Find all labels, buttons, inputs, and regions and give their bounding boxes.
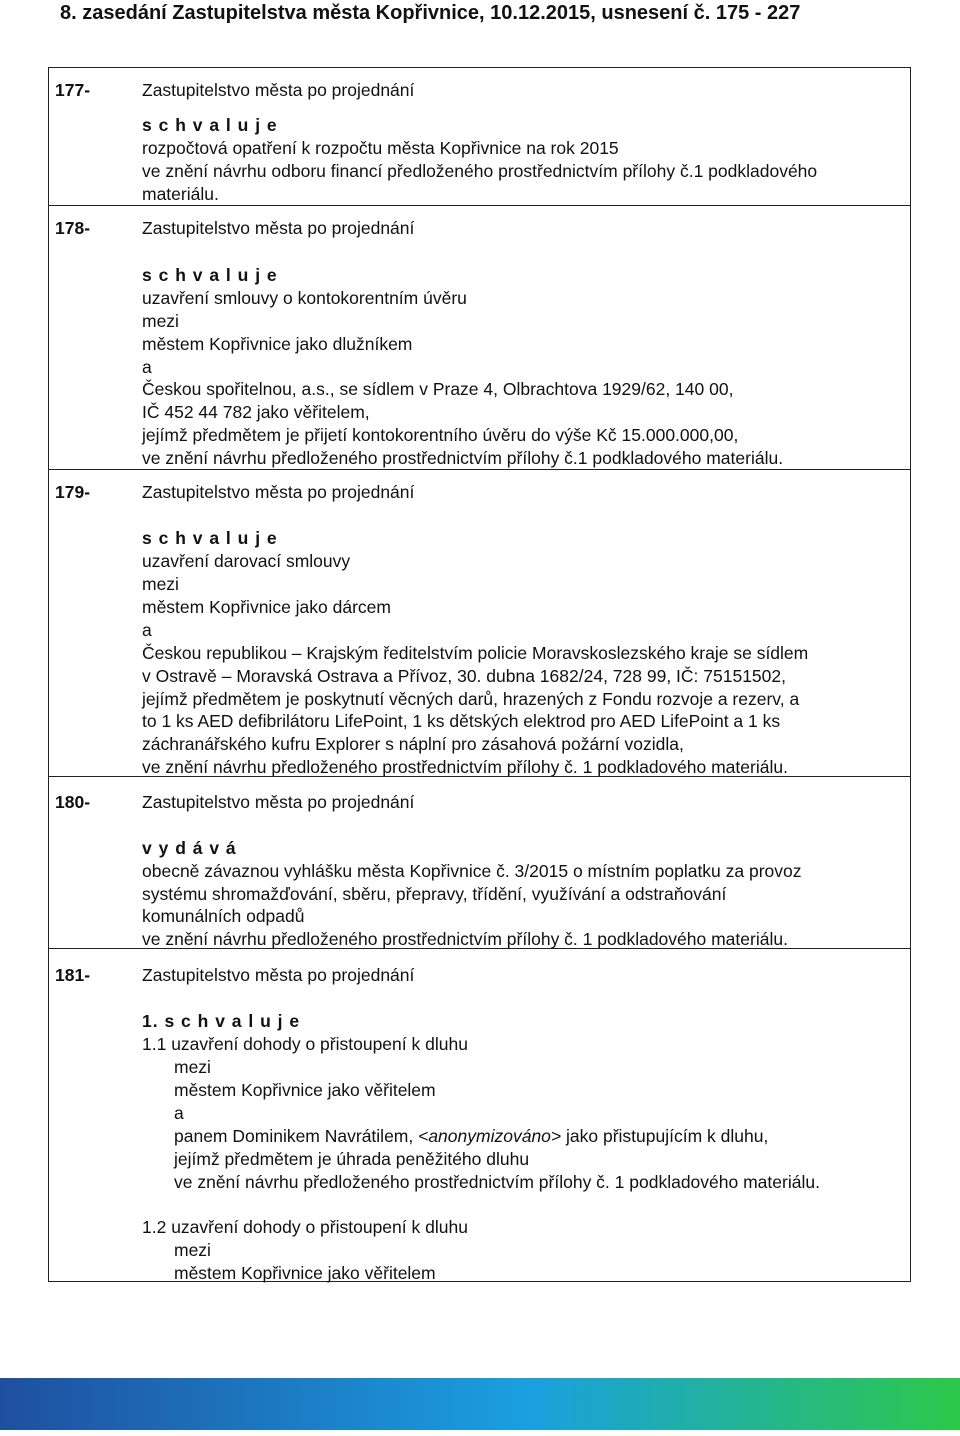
resolution-intro: Zastupitelstvo města po projednání <box>142 965 415 985</box>
resolution-number: 179- <box>55 482 91 502</box>
resolution-number: 181- <box>55 965 91 985</box>
resolution-intro: Zastupitelstvo města po projednání <box>142 80 415 100</box>
resolution-text: rozpočtová opatření k rozpočtu města Kopřivnice na rok 2015 <box>142 138 619 158</box>
anonymized-text: <anonymizováno> <box>418 1126 562 1146</box>
resolution-text: a <box>142 357 152 377</box>
resolution-text: systému shromažďování, sběru, přepravy, třídění, využívání a odstraňování <box>142 884 727 904</box>
row-divider <box>49 469 910 470</box>
resolution-text: uzavření darovací smlouvy <box>142 551 351 571</box>
resolution-text: ve znění návrhu předloženého prostřednictvím přílohy č.1 podkladového materiálu. <box>142 448 784 468</box>
resolution-intro: Zastupitelstvo města po projednání <box>142 792 415 812</box>
row-divider <box>49 205 910 206</box>
resolution-text: obecně závaznou vyhlášku města Kopřivnice č. 3/2015 o místním poplatku za provoz <box>142 861 802 881</box>
resolution-text: to 1 ks AED defibrilátoru LifePoint, 1 ks dětských elektrod pro AED LifePoint a 1 ks <box>142 711 781 731</box>
resolution-number: 177- <box>55 80 91 100</box>
resolution-verb: 1. s c h v a l u j e <box>142 1011 301 1031</box>
resolution-text: komunálních odpadů <box>142 906 305 926</box>
party-name: panem Dominikem Navrátilem, <box>174 1126 419 1146</box>
party-role: jako přistupujícím k dluhu, <box>561 1126 769 1146</box>
resolution-text: ve znění návrhu předloženého prostřednictvím přílohy č. 1 podkladového materiálu. <box>174 1172 820 1192</box>
resolution-text: Českou republikou – Krajským ředitelstvím policie Moravskoslezského kraje se sídlem <box>142 643 809 663</box>
resolution-text: ve znění návrhu předloženého prostřednictvím přílohy č. 1 podkladového materiálu. <box>142 757 788 777</box>
resolution-text: mezi <box>142 574 179 594</box>
resolution-text: mezi <box>174 1240 211 1260</box>
footer-color-bar <box>0 1378 960 1430</box>
resolution-text: městem Kopřivnice jako věřitelem <box>174 1080 436 1100</box>
resolution-text: mezi <box>174 1057 211 1077</box>
subitem-heading: 1.1 uzavření dohody o přistoupení k dluhu <box>142 1034 468 1054</box>
resolution-text: městem Kopřivnice jako dárcem <box>142 597 391 617</box>
resolution-text: IČ 452 44 782 jako věřitelem, <box>142 402 370 422</box>
resolution-text: městem Kopřivnice jako věřitelem <box>174 1263 436 1283</box>
resolution-verb: s c h v a l u j e <box>142 115 278 135</box>
resolution-verb: s c h v a l u j e <box>142 265 278 285</box>
subitem-heading: 1.2 uzavření dohody o přistoupení k dluhu <box>142 1217 468 1237</box>
resolution-text: jejímž předmětem je úhrada peněžitého dluhu <box>174 1149 530 1169</box>
resolution-text: záchranářského kufru Explorer s náplní pro zásahová požární vozidla, <box>142 734 684 754</box>
resolution-intro: Zastupitelstvo města po projednání <box>142 218 415 238</box>
party-line <box>174 1125 768 1147</box>
resolution-text: a <box>142 620 152 640</box>
resolution-verb: v y d á v á <box>142 838 237 858</box>
resolution-number: 178- <box>55 218 91 238</box>
resolution-text: v Ostravě – Moravská Ostrava a Přívoz, 30. dubna 1682/24, 728 99, IČ: 75151502, <box>142 666 786 686</box>
resolution-text: a <box>174 1103 184 1123</box>
resolution-text: ve znění návrhu odboru financí předloženého prostřednictvím přílohy č.1 podkladového <box>142 161 818 181</box>
resolution-text: městem Kopřivnice jako dlužníkem <box>142 334 413 354</box>
resolutions-table <box>48 67 911 1282</box>
resolution-text: Českou spořitelnou, a.s., se sídlem v Praze 4, Olbrachtova 1929/62, 140 00, <box>142 379 734 399</box>
resolution-text: materiálu. <box>142 184 219 204</box>
resolution-intro: Zastupitelstvo města po projednání <box>142 482 415 502</box>
resolution-text: uzavření smlouvy o kontokorentním úvěru <box>142 288 467 308</box>
page-title: 8. zasedání Zastupitelstva města Kopřivnice, 10.12.2015, usnesení č. 175 - 227 <box>60 2 801 24</box>
resolution-text: jejímž předmětem je přijetí kontokorentního úvěru do výše Kč 15.000.000,00, <box>142 425 739 445</box>
resolution-text: ve znění návrhu předloženého prostřednictvím přílohy č. 1 podkladového materiálu. <box>142 929 788 949</box>
resolution-number: 180- <box>55 792 91 812</box>
resolution-text: mezi <box>142 311 179 331</box>
resolution-text: jejímž předmětem je poskytnutí věcných darů, hrazených z Fondu rozvoje a rezerv, a <box>142 689 800 709</box>
resolution-verb: s c h v a l u j e <box>142 528 278 548</box>
